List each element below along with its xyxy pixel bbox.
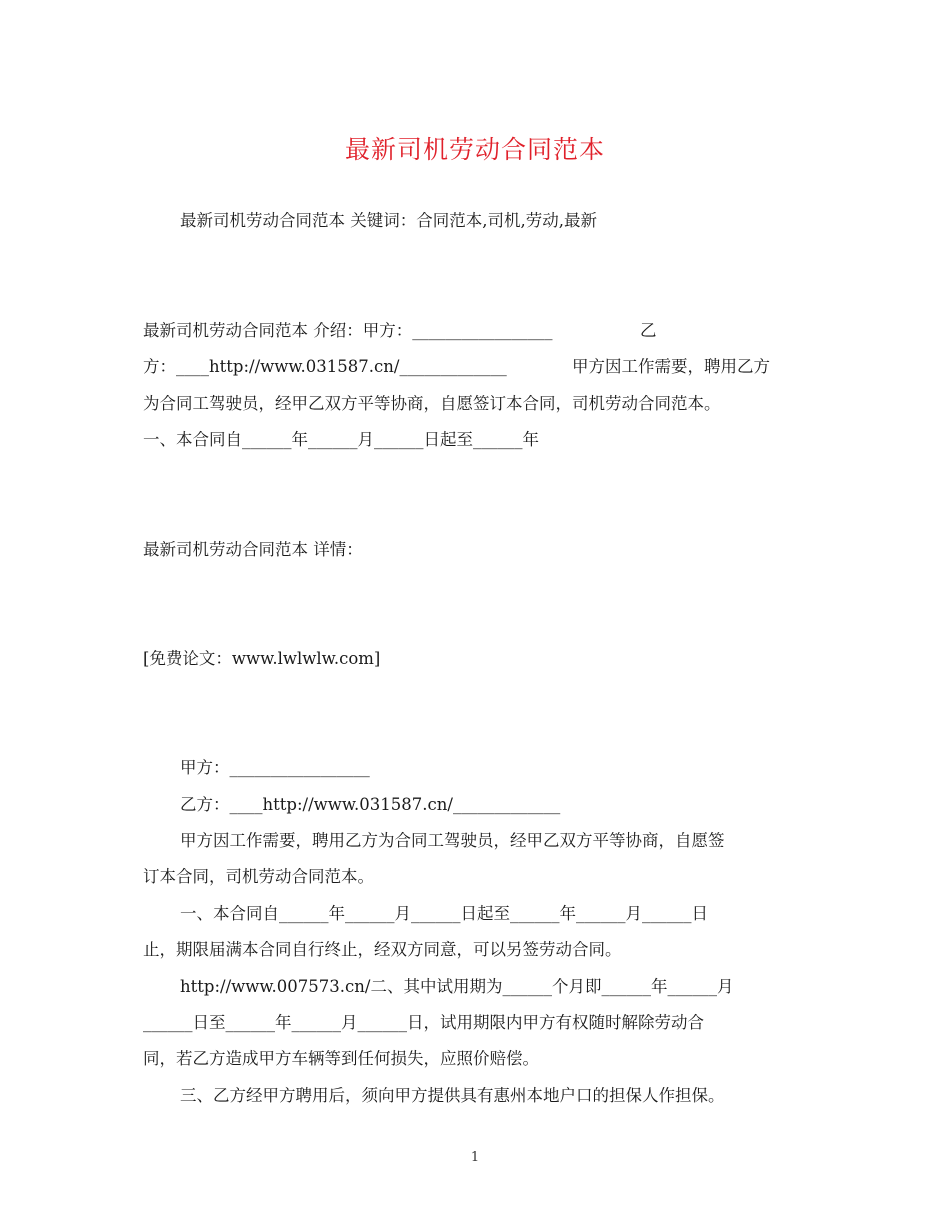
intro-line-3: 为合同工驾驶员，经甲乙双方平等协商，自愿签订本合同，司机劳动合同范本。 [143,394,721,413]
paragraph-1-line-1: 甲方因工作需要，聘用乙方为合同工驾驶员，经甲乙双方平等协商，自愿签 [180,831,725,850]
paragraph-3-line-1: http://www.007573.cn/二、其中试用期为______个月即______年______月 [180,977,734,996]
paragraph-3-line-3: 同，若乙方造成甲方车辆等到任何损失，应照价赔偿。 [143,1049,539,1068]
intro-line-2b: 甲方因工作需要，聘用乙方 [572,357,770,376]
document-title: 最新司机劳动合同范本 [344,135,605,164]
free-essay-link: [免费论文：www.lwlwlw.com] [143,649,381,668]
paragraph-2-line-2: 止，期限届满本合同自行终止，经双方同意，可以另签劳动合同。 [143,940,622,959]
intro-line-1a: 最新司机劳动合同范本 介绍：甲方：_________________ [143,321,553,340]
paragraph-4-line-1: 三、乙方经甲方聘用后，须向甲方提供具有惠州本地户口的担保人作担保。 [180,1086,725,1105]
page-number: 1 [470,1150,480,1165]
details-heading: 最新司机劳动合同范本 详情： [143,540,363,559]
party-b-line: 乙方：____http://www.031587.cn/_____________ [180,795,561,814]
paragraph-1-line-2: 订本合同，司机劳动合同范本。 [143,867,374,886]
intro-line-2a: 方：____http://www.031587.cn/_____________ [143,357,507,376]
intro-line-4: 一、本合同自______年______月______日起至______年 [143,430,539,449]
party-a-line: 甲方：_________________ [180,758,370,777]
paragraph-3-line-2: ______日至______年______月______日，试用期限内甲方有权随时解除劳动合 [143,1013,704,1032]
intro-line-1b: 乙 [640,321,657,340]
keywords-line: 最新司机劳动合同范本 关键词：合同范本,司机,劳动,最新 [180,211,597,230]
paragraph-2-line-1: 一、本合同自______年______月______日起至______年______月______日 [180,904,708,923]
